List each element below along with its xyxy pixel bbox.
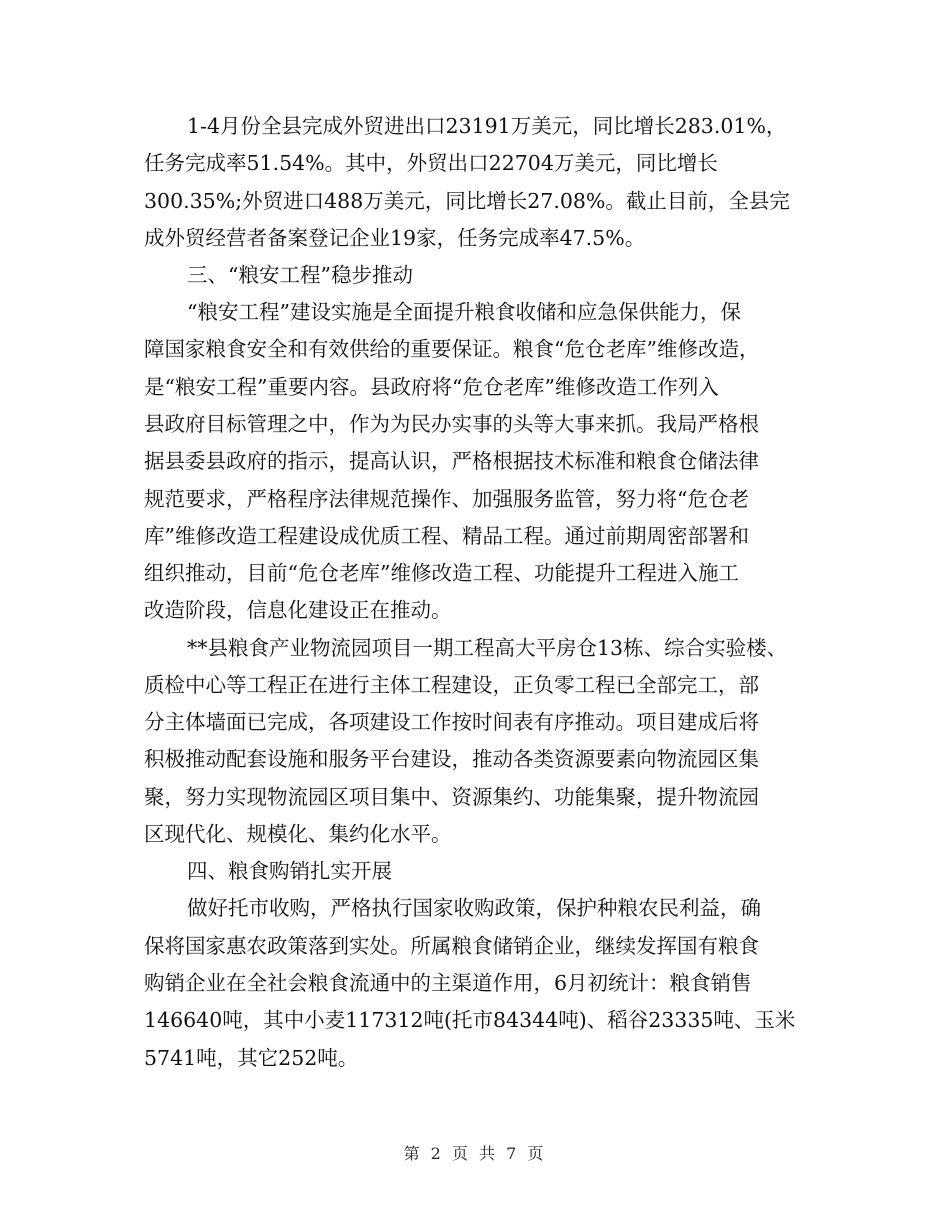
text-line: “粮安工程”建设实施是全面提升粮食收储和应急保供能力，保	[187, 300, 741, 324]
text-line: 规范要求，严格程序法律规范操作、加强服务监管，努力将“危仓老	[144, 487, 749, 511]
text-line: 任务完成率51.54%。其中，外贸出口22704万美元，同比增长	[144, 151, 718, 175]
text-line: 区现代化、规模化、集约化水平。	[144, 822, 452, 846]
text-line: 县政府目标管理之中，作为为民办实事的头等大事来抓。我局严格根	[144, 412, 759, 436]
text-line: 300.35%;外贸进口488万美元，同比增长27.08%。截止目前，全县完	[144, 189, 790, 213]
text-line: 质检中心等工程正在进行主体工程建设，正负零工程已全部完工，部	[144, 673, 759, 697]
text-line: **县粮食产业物流园项目一期工程高大平房仓13栋、综合实验楼、	[187, 636, 788, 660]
text-line: 1-4月份全县完成外贸进出口23191万美元，同比增长283.01%，	[187, 114, 787, 138]
text-line: 积极推动配套设施和服务平台建设，推动各类资源要素向物流园区集	[144, 747, 759, 771]
text-line: 据县委县政府的指示，提高认识，严格根据技术标准和粮食仓储法律	[144, 449, 759, 473]
text-line: 分主体墙面已完成，各项建设工作按时间表有序推动。项目建成后将	[144, 710, 759, 734]
text-line: 成外贸经营者备案登记企业19家，任务完成率47.5%。	[144, 226, 646, 250]
text-line: 组织推动，目前“危仓老库”维修改造工程、功能提升工程进入施工	[144, 561, 739, 585]
text-line: 障国家粮食安全和有效供给的重要保证。粮食“危仓老库”维修改造，	[144, 337, 760, 361]
text-line: 5741吨，其它252吨。	[144, 1046, 359, 1070]
text-line: 保将国家惠农政策落到实处。所属粮食储销企业，继续发挥国有粮食	[144, 934, 759, 958]
text-line: 是“粮安工程”重要内容。县政府将“危仓老库”维修改造工作列入	[144, 375, 719, 399]
page-number: 第 2 页 共 7 页	[403, 1144, 547, 1163]
text-line: 库”维修改造工程建设成优质工程、精品工程。通过前期周密部署和	[144, 524, 749, 548]
section-heading: 三、“粮安工程”稳步推动	[187, 263, 413, 287]
text-line: 改造阶段，信息化建设正在推动。	[144, 598, 452, 622]
section-heading: 四、粮食购销扎实开展	[187, 859, 392, 883]
text-line: 购销企业在全社会粮食流通中的主渠道作用，6月初统计：粮食销售	[144, 971, 752, 995]
text-line: 聚，努力实现物流园区项目集中、资源集约、功能集聚，提升物流园	[144, 785, 759, 809]
text-line: 146640吨，其中小麦117312吨(托市84344吨)、稻谷23335吨、玉米	[144, 1008, 796, 1032]
text-line: 做好托市收购，严格执行国家收购政策，保护种粮农民利益，确	[187, 896, 761, 920]
